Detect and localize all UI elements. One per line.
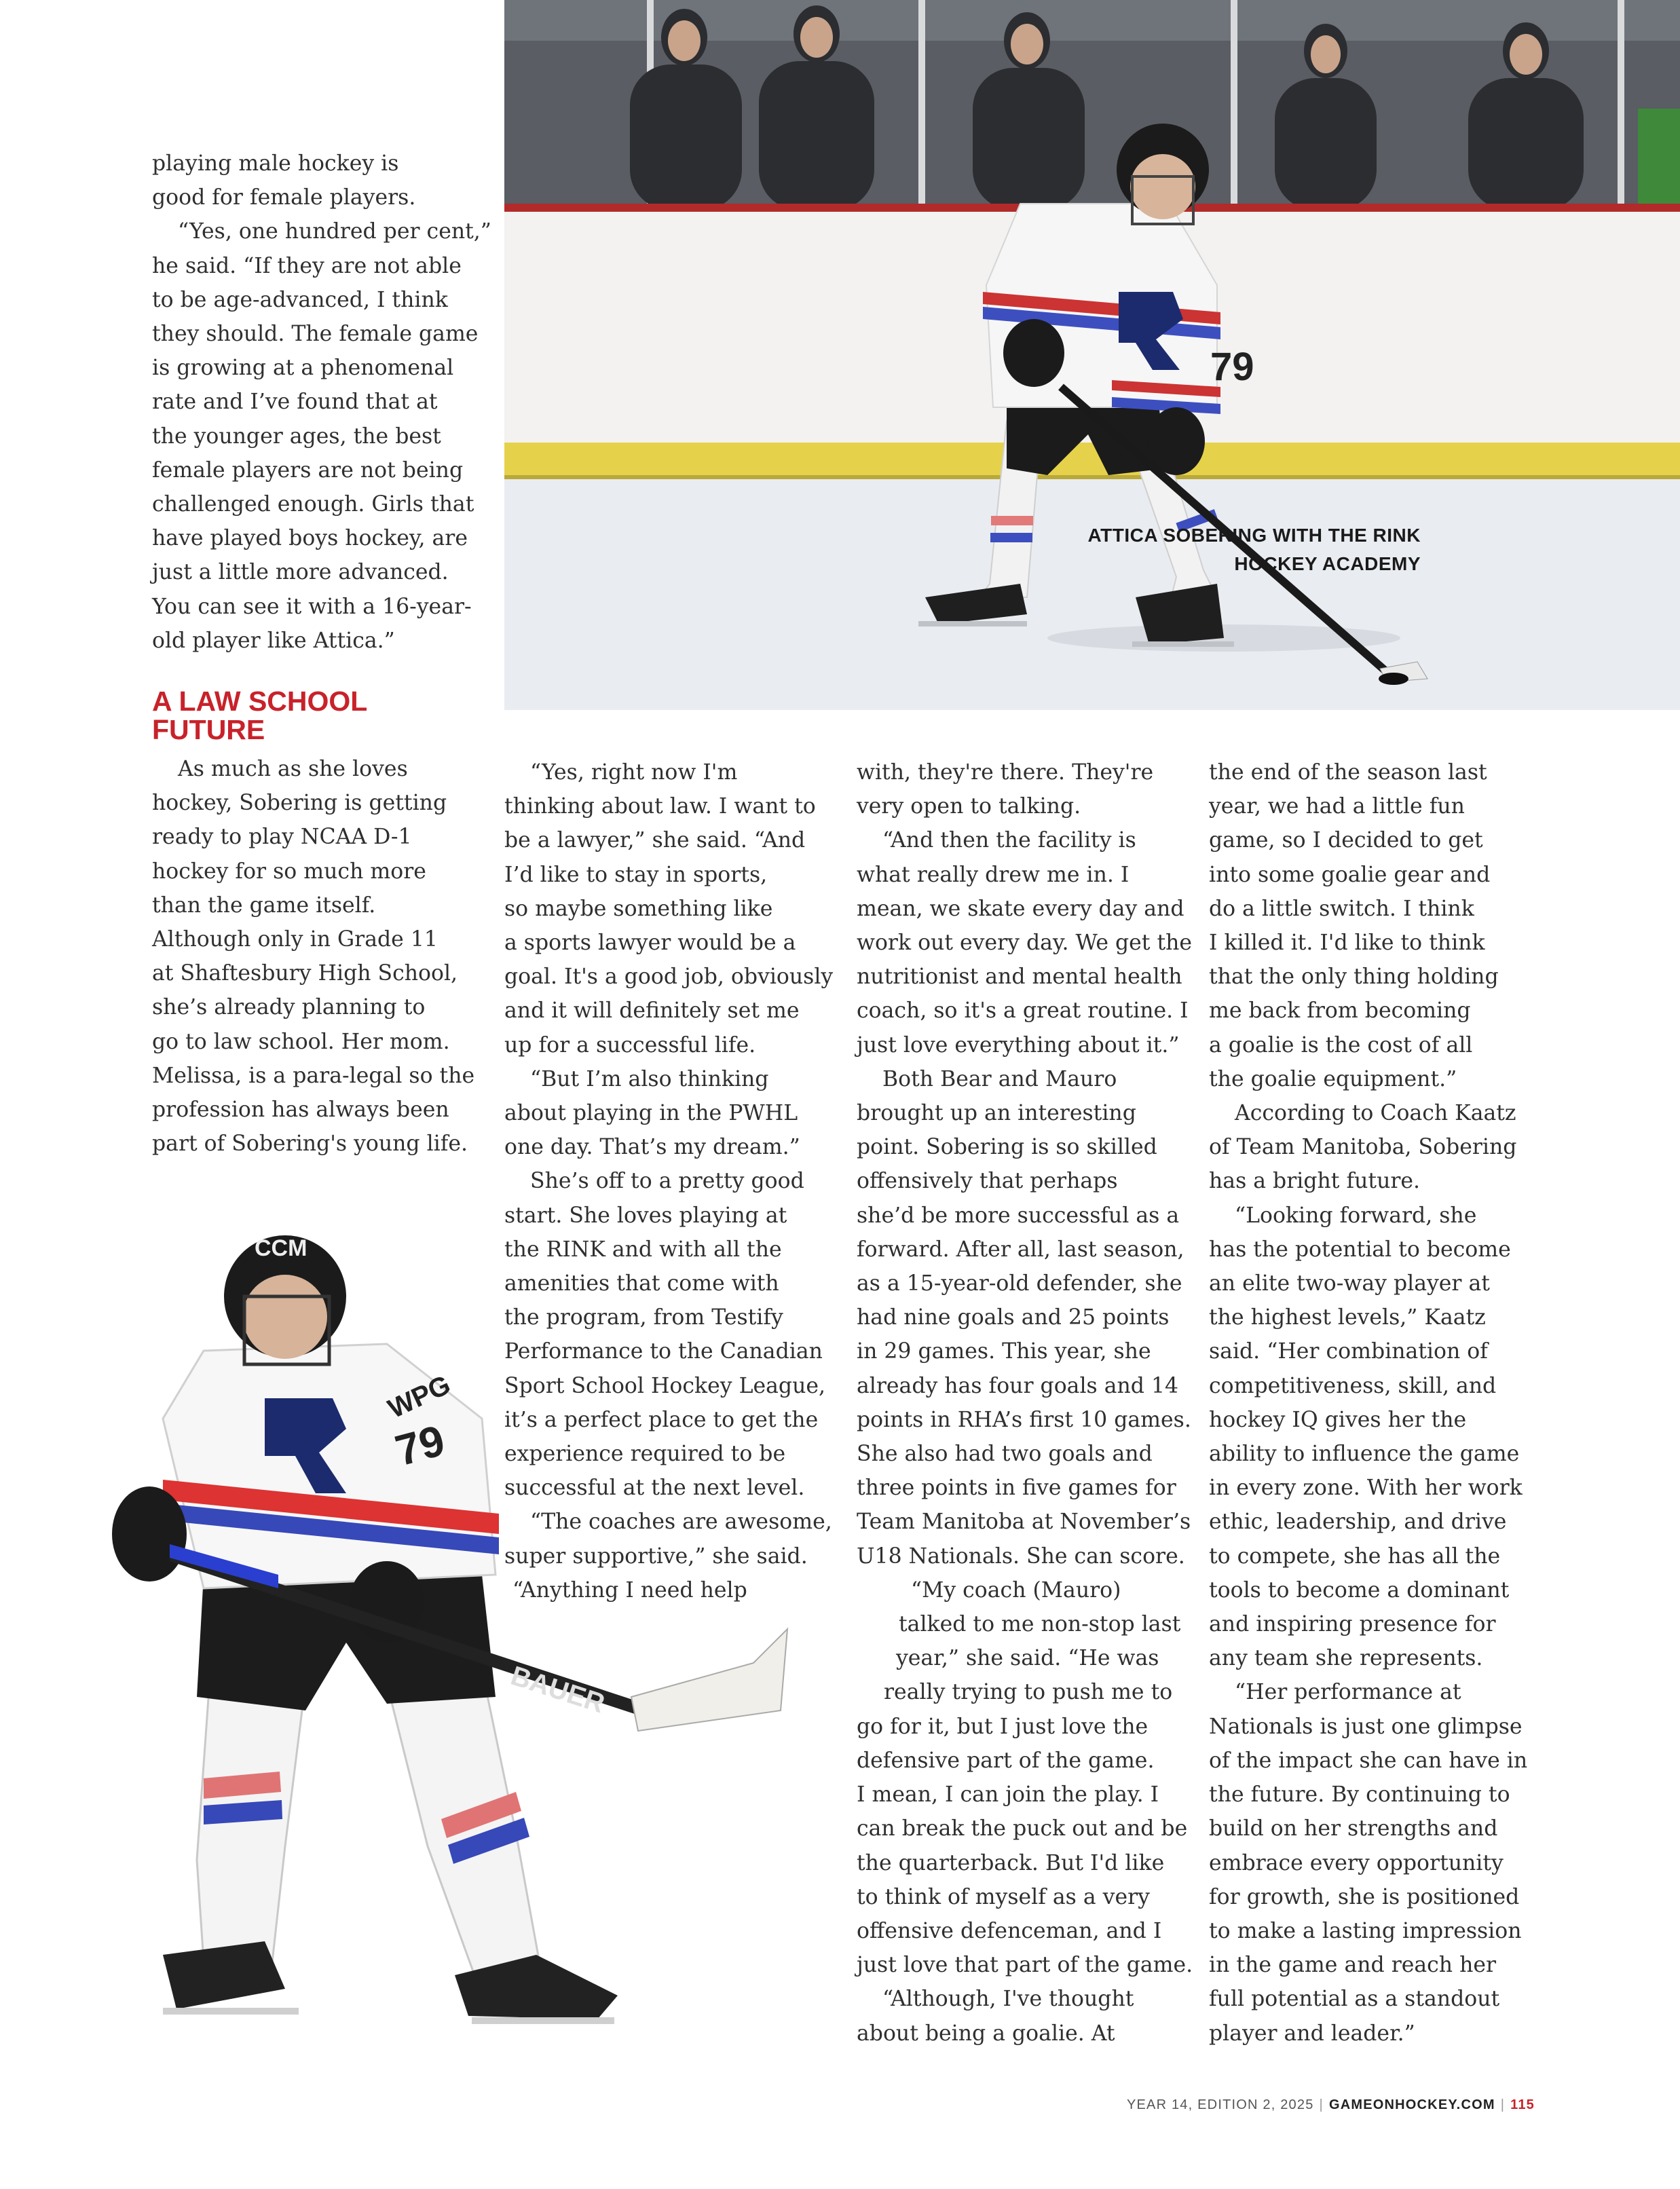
text-line: start. She loves playing at [504,1203,787,1228]
text-line: just love that part of the game. [857,1953,1193,1978]
text-line: points in RHA’s first 10 games. [857,1407,1191,1432]
section-heading [152,687,464,744]
text-line: hockey, Sobering is getting [152,791,447,816]
cutout-jersey-number: 79 [390,1415,450,1476]
text-line: in every zone. With her work [1209,1476,1523,1501]
text-line: offensive defenceman, and I [857,1918,1162,1943]
text-line: “Her performance at [1235,1680,1461,1705]
text-line: ethic, leadership, and drive [1209,1510,1507,1535]
text-line: so maybe something like [504,896,773,921]
text-line: of the impact she can have in [1209,1748,1528,1773]
text-line: has the potential to become [1209,1237,1511,1262]
left-column-mid [152,752,475,1161]
text-line: of Team Manitoba, Sobering [1209,1135,1517,1160]
text-line: She also had two goals and [857,1442,1153,1467]
text-line: already has four goals and 14 [857,1373,1179,1398]
text-line: Melissa, is a para-legal so the [152,1063,475,1088]
text-line: embrace every opportunity [1209,1850,1504,1875]
jersey-number: 79 [1210,345,1254,389]
text-line: ready to play NCAA D-1 [152,825,412,850]
section-heading-line-1: A LAW SCHOOL [152,686,368,717]
text-line: tools to become a dominant [1209,1577,1510,1603]
player-cutout-photo [102,1195,903,2050]
text-line: I mean, I can join the play. I [857,1782,1159,1808]
text-line: player and leader.” [1209,2021,1415,2046]
player-cutout-illustration [102,1195,903,2050]
text-line: had nine goals and 25 points [857,1305,1170,1330]
text-line: offensively that perhaps [857,1169,1118,1194]
text-line: they should. The female game [152,322,479,347]
text-line: rate and I’ve found that at [152,390,438,415]
helmet-brand: CCM [255,1235,307,1261]
text-line: I’d like to stay in sports, [504,862,768,887]
text-line: coach, so it's a great routine. I [857,998,1189,1024]
text-line: forward. After all, last season, [857,1237,1184,1262]
photo-caption-line-2: HOCKEY ACADEMY [1234,553,1421,574]
text-line: “Yes, right now I'm [530,760,738,785]
text-line: can break the puck out and be [857,1816,1188,1841]
text-line: “Anything I need help [512,1577,747,1603]
text-line: challenged enough. Girls that [152,492,474,517]
text-line: mean, we skate every day and [857,896,1184,921]
text-line: just love everything about it.” [857,1032,1180,1058]
text-line: Sport School Hockey League, [504,1373,826,1398]
text-line: three points in five games for [857,1476,1176,1501]
text-line: as a 15-year-old defender, she [857,1271,1182,1296]
text-line: have played boys hockey, are [152,526,468,551]
text-line: Although only in Grade 11 [152,927,438,952]
text-line: work out every day. We get the [857,931,1193,956]
text-line: go for it, but I just love the [857,1714,1149,1739]
text-line: “The coaches are awesome, [530,1510,832,1535]
column-3 [857,755,1193,2051]
text-line: a sports lawyer would be a [504,931,796,956]
text-line: it’s a perfect place to get the [504,1407,819,1432]
text-line: “But I’m also thinking [530,1066,769,1091]
text-line: at Shaftesbury High School, [152,961,458,986]
page-folio: YEAR 14, EDITION 2, 2025 | GAMEONHOCKEY.COM | 115 [1126,2097,1535,2112]
text-line: be a lawyer,” she said. “And [504,828,806,853]
text-line: successful at the next level. [504,1476,805,1501]
text-line: super supportive,” she said. [504,1543,808,1569]
text-line: with, they're there. They're [857,760,1154,785]
text-line: the end of the season last [1209,760,1487,785]
text-line: hockey IQ gives her the [1209,1407,1467,1432]
text-line: “My coach (Mauro) [911,1577,1121,1603]
text-line: “Yes, one hundred per cent,” [178,219,491,244]
text-line: As much as she loves [178,757,408,781]
text-line: about playing in the PWHL [504,1101,798,1126]
text-line: amenities that come with [504,1271,779,1296]
cutout-jersey-letters: WPG [384,1369,455,1425]
text-line: for growth, she is positioned [1209,1884,1520,1909]
text-line: about being a goalie. At [857,2021,1115,2046]
text-line: year,” she said. “He was [896,1646,1159,1671]
text-line: hockey for so much more [152,859,426,884]
text-line: she’s already planning to [152,995,426,1020]
rink-photo-illustration [504,0,1680,710]
text-line: than the game itself. [152,893,376,918]
text-line: to make a lasting impression [1209,1918,1522,1943]
text-line: into some goalie gear and [1209,862,1491,887]
text-line: brought up an interesting [857,1101,1136,1126]
text-line: really trying to push me to [884,1680,1173,1705]
photo-caption [1088,521,1421,578]
text-line: any team she represents. [1209,1646,1483,1671]
column-4 [1209,755,1535,2051]
text-line: said. “Her combination of [1209,1339,1488,1364]
text-line: U18 Nationals. She can score. [857,1543,1185,1569]
folio-edition: YEAR 14, EDITION 2, 2025 [1126,2097,1314,2112]
top-photo [504,0,1680,710]
text-line: talked to me non-stop last [899,1612,1181,1637]
text-line: experience required to be [504,1442,786,1467]
text-line: Team Manitoba at November’s [857,1510,1191,1535]
text-line: Performance to the Canadian [504,1339,823,1364]
text-line: the goalie equipment.” [1209,1066,1457,1091]
text-line: the younger ages, the best [152,424,441,449]
text-line: go to law school. Her mom. [152,1029,450,1054]
photo-caption-line-1: ATTICA SOBERING WITH THE RINK [1087,525,1421,546]
text-line: game, so I decided to get [1209,828,1483,853]
text-line: and inspiring presence for [1209,1612,1496,1637]
text-line: is growing at a phenomenal [152,356,454,381]
text-line: old player like Attica.” [152,628,395,653]
text-line: an elite two-way player at [1209,1271,1490,1296]
text-line: thinking about law. I want to [504,794,816,819]
text-line: ability to influence the game [1209,1442,1520,1467]
text-line: up for a successful life. [504,1032,756,1058]
text-line: build on her strengths and [1209,1816,1498,1841]
text-line: a goalie is the cost of all [1209,1032,1473,1058]
text-line: playing male hockey is [152,151,399,176]
text-line: point. Sobering is so skilled [857,1135,1157,1160]
text-line: the future. By continuing to [1209,1782,1510,1808]
text-line: You can see it with a 16-year- [152,594,472,619]
text-line: “And then the facility is [882,828,1136,853]
text-line: one day. That’s my dream.” [504,1135,800,1160]
text-line: Nationals is just one glimpse [1209,1714,1523,1739]
text-line: female players are not being [152,457,464,483]
text-line: to think of myself as a very [857,1884,1150,1909]
text-line: the RINK and with all the [504,1237,782,1262]
text-line: the program, from Testify [504,1305,783,1330]
text-line: “Although, I've thought [882,1987,1134,2012]
section-heading-line-2: FUTURE [152,714,265,745]
text-line: he said. “If they are not able [152,253,462,278]
text-line: goal. It's a good job, obviously [504,965,834,990]
text-line: According to Coach Kaatz [1235,1101,1516,1126]
text-line: what really drew me in. I [857,862,1130,887]
text-line: part of Sobering's young life. [152,1131,468,1157]
text-line: She’s off to a pretty good [530,1169,804,1194]
text-line: to compete, she has all the [1209,1543,1501,1569]
text-line: and it will definitely set me [504,998,800,1024]
text-line: competitiveness, skill, and [1209,1373,1497,1398]
text-line: Both Bear and Mauro [882,1066,1117,1091]
text-line: very open to talking. [857,794,1081,819]
text-line: year, we had a little fun [1209,794,1465,819]
text-line: in the game and reach her [1209,1953,1497,1978]
folio-site[interactable]: GAMEONHOCKEY.COM [1328,2097,1495,2112]
text-line: full potential as a standout [1209,1987,1500,2012]
page-number: 115 [1510,2097,1535,2112]
text-line: just a little more advanced. [152,560,449,585]
text-line: nutritionist and mental health [857,965,1182,990]
text-line: in 29 games. This year, she [857,1339,1151,1364]
text-line: I killed it. I'd like to think [1209,931,1485,956]
stick-brand: BAUER [507,1660,609,1719]
text-line: the highest levels,” Kaatz [1209,1305,1486,1330]
text-line: defensive part of the game. [857,1748,1155,1773]
text-line: “Looking forward, she [1235,1203,1477,1228]
text-line: me back from becoming [1209,998,1471,1024]
text-line: good for female players. [152,185,416,210]
text-line: profession has always been [152,1098,449,1123]
text-line: the quarterback. But I'd like [857,1850,1165,1875]
text-line: that the only thing holding [1209,965,1499,990]
left-column-top [152,147,491,658]
text-line: she’d be more successful as a [857,1203,1180,1228]
text-line: do a little switch. I think [1209,896,1474,921]
text-line: to be age-advanced, I think [152,287,448,312]
text-line: has a bright future. [1209,1169,1421,1194]
